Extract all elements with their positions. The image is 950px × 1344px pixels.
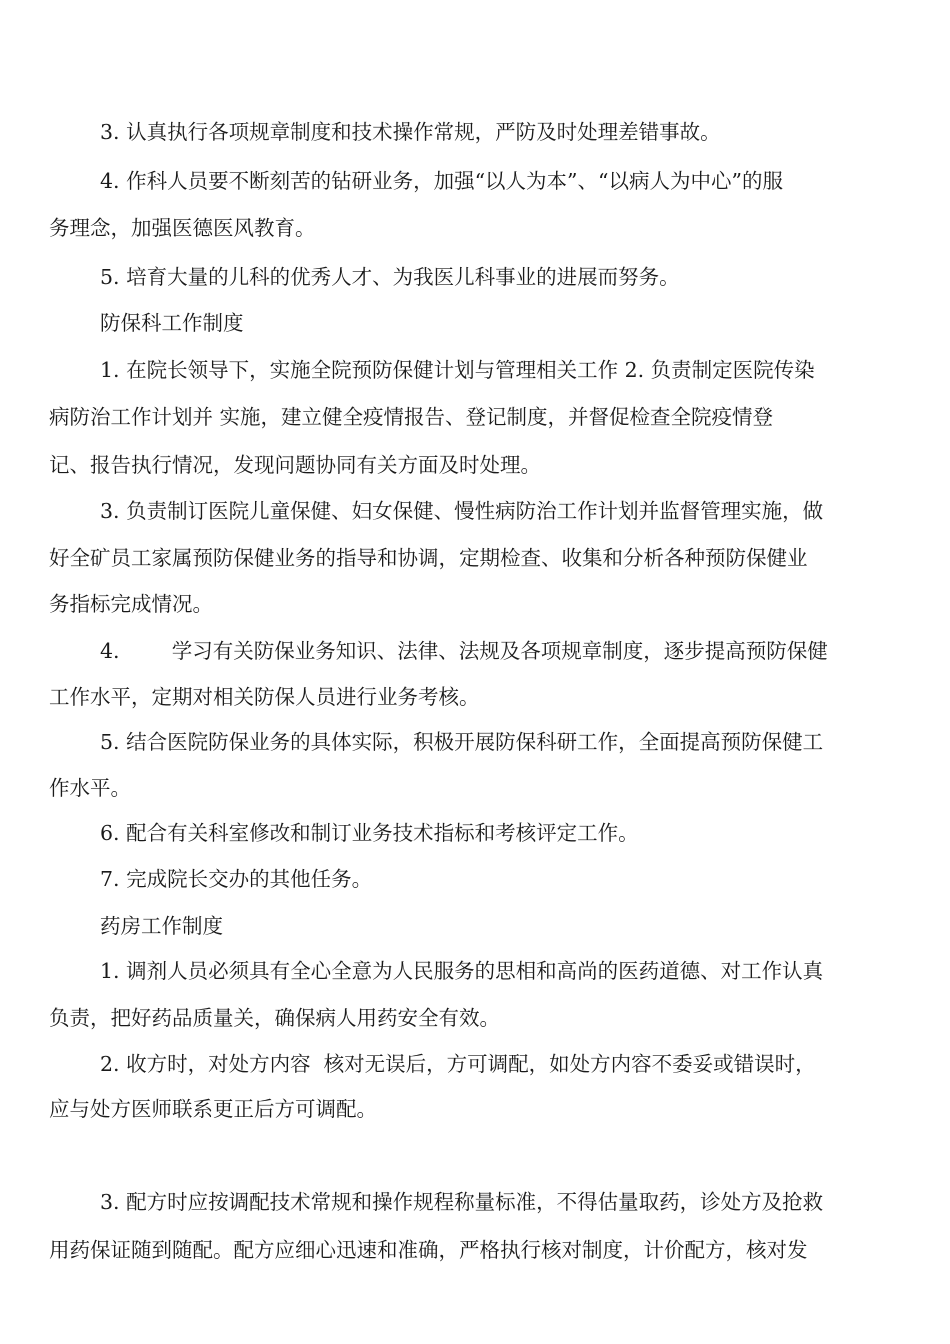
text-line: 作水平。 [49,776,131,800]
text-line: 应与处方医师联系更正后方可调配。 [49,1097,377,1121]
section-heading: 防保科工作制度 [100,311,244,335]
text-line: 好全矿员工家属预防保健业务的指导和协调，定期检查、收集和分析各种预防保健业 [49,546,808,570]
text-line: 工作水平，定期对相关防保人员进行业务考核。 [49,685,480,709]
text-line: 3. 负责制订医院儿童保健、妇女保健、慢性病防治工作计划并监督管理实施，做 [100,499,824,523]
text-line: 3. 配方时应按调配技术常规和操作规程称量标准，不得估量取药，诊处方及抢救 [100,1190,824,1214]
text-line: 病防治工作计划并 实施，建立健全疫情报告、登记制度，并督促检查全院疫情登 [49,405,774,429]
text-line: 5. 培育大量的儿科的优秀人才、为我医儿科事业的进展而努务。 [100,265,680,289]
text-line: 6. 配合有关科室修改和制订业务技术指标和考核评定工作。 [100,821,639,845]
text-line: 务理念，加强医德医风教育。 [49,216,316,240]
text-line: 7. 完成院长交办的其他任务。 [100,867,373,891]
text-line: 1. 调剂人员必须具有全心全意为人民服务的思相和高尚的医药道德、对工作认真 [100,959,824,983]
text-line: 4. 学习有关防保业务知识、法律、法规及各项规章制度，逐步提高预防保健 [100,639,828,663]
text-line: 负责，把好药品质量关，确保病人用药安全有效。 [49,1006,500,1030]
section-heading: 药房工作制度 [100,914,223,938]
text-line: 用药保证随到随配。配方应细心迅速和准确，严格执行核对制度，计价配方，核对发 [49,1238,808,1262]
text-line: 务指标完成情况。 [49,592,213,616]
text-line: 2. 收方时，对处方内容 核对无误后，方可调配，如处方内容不委妥或错误时， [100,1052,816,1076]
text-line: 1. 在院长领导下，实施全院预防保健计划与管理相关工作 2. 负责制定医院传染 [100,358,815,382]
text-line: 记、报告执行情况，发现问题协同有关方面及时处理。 [49,453,541,477]
text-line: 3. 认真执行各项规章制度和技术操作常规，严防及时处理差错事故。 [100,120,721,144]
text-line: 5. 结合医院防保业务的具体实际，积极开展防保科研工作，全面提高预防保健工 [100,730,824,754]
text-line: 4. 作科人员要不断刻苦的钻研业务，加强“以人为本”、“以病人为中心”的服 [100,169,783,193]
